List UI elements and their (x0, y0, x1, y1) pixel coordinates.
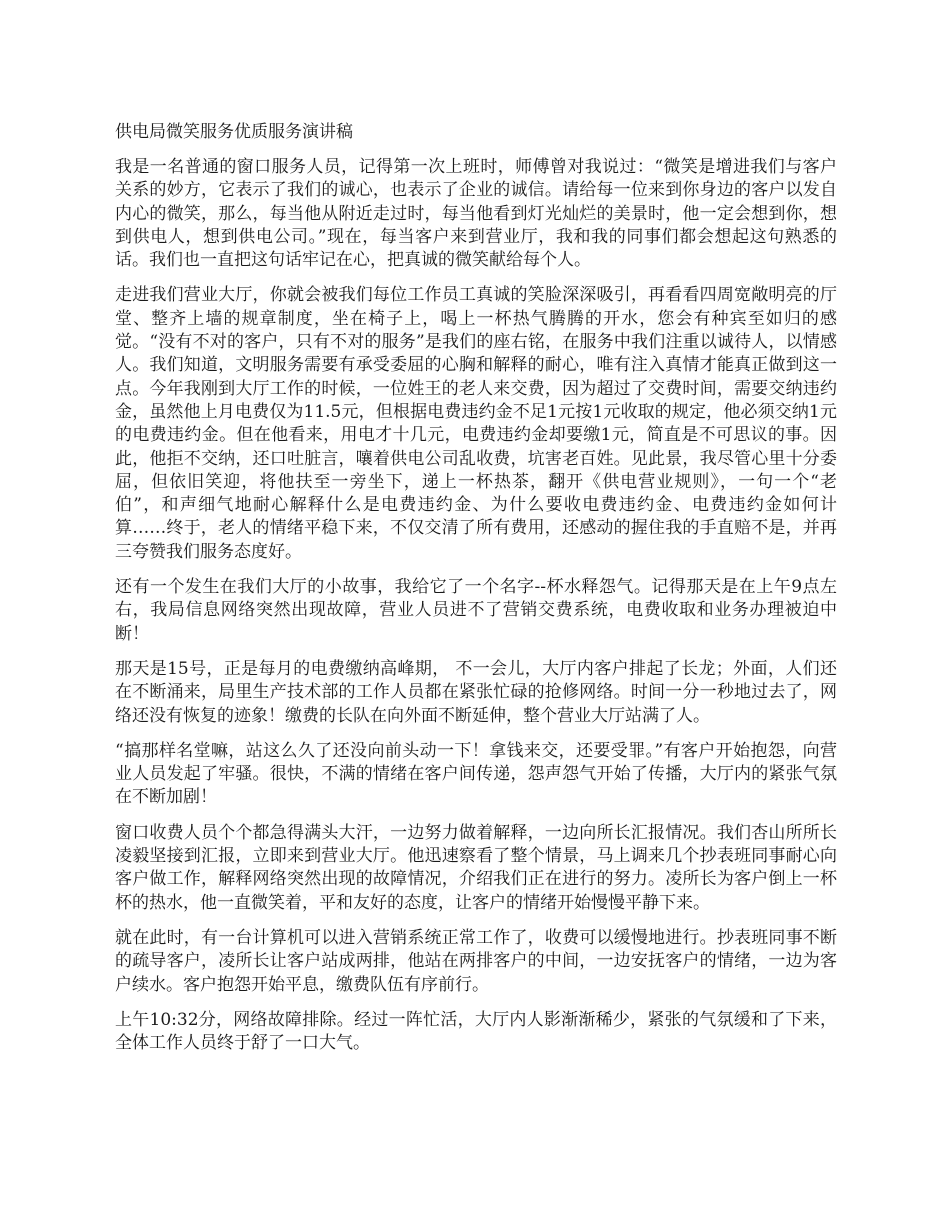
paragraph-8: 上午10:32分，网络故障排除。经过一阵忙活，大厅内人影渐渐稀少，紧张的气氛缓和了下来，全体工作人员终于舒了一口大气。 (115, 1009, 837, 1054)
paragraph-4: 那天是15号，正是每月的电费缴纳高峰期， 不一会儿，大厅内客户排起了长龙；外面，人们还在不断涌来，局里生产技术部的工作人员都在紧张忙碌的抢修网络。时间一分一秒地过去了，网络还没有恢复的迹象！缴费的长队在向外面不断延伸，整个营业大厅站满了人。 (115, 658, 837, 726)
paragraph-3: 还有一个发生在我们大厅的小故事，我给它了一个名字--杯水释怨气。记得那天是在上午9点左右，我局信息网络突然出现故障，营业人员进不了营销交费系统，电费收取和业务办理被迫中断！ (115, 577, 837, 644)
document-title: 供电局微笑服务优质服务演讲稿 (115, 122, 353, 142)
paragraph-1: 我是一名普通的窗口服务人员，记得第一次上班时，师傅曾对我说过：“微笑是增进我们与客户关系的妙方，它表示了我们的诚心，也表示了企业的诚信。请给每一位来到你身边的客户以发自内心的微笑，那么，每当他从附近走过时，每当他看到灯光灿烂的美景时，他一定会想到你，想到供电人，想到供电公司。”现在，每当客户来到营业厅，我和我的同事们都会想起这句熟悉的话。我们也一直把这句话牢记在心，把真诚的微笑献给每个人。 (115, 157, 837, 271)
paragraph-7: 就在此时，有一台计算机可以进入营销系统正常工作了，收费可以缓慢地进行。抄表班同事不断的疏导客户，凌所长让客户站成两排，他站在两排客户的中间，一边安抚客户的情绪，一边为客户续水。客户抱怨开始平息，缴费队伍有序前行。 (115, 927, 837, 995)
document-page (115, 120, 837, 1067)
paragraph-2: 走进我们营业大厅，你就会被我们每位工作员工真诚的笑脸深深吸引，再看看四周宽敞明亮的厅堂、整齐上墙的规章制度，坐在椅子上，喝上一杯热气腾腾的开水，您会有种宾至如归的感觉。“没有不对的客户，只有不对的服务”是我们的座右铭，在服务中我们注重以诚待人，以情感人。我们知道，文明服务需要有承受委屈的心胸和解释的耐心，唯有注入真情才能真正做到这一点。今年我刚到大厅工作的时候，一位姓王的老人来交费，因为超过了交费时间，需要交纳违约金，虽然他上月电费仅为11.5元，但根据电费违约金不足1元按1元收取的规定，他必须交纳1元的电费违约金。但在他看来，用电才十几元，电费违约金却要缴1元，简直是不可思议的事。因此，他拒不交纳，还口吐脏言，嚷着供电公司乱收费，坑害老百姓。见此景，我尽管心里十分委屈，但依旧笑迎，将他扶至一旁坐下，递上一杯热茶，翻开《供电营业规则》，一句一个“老伯”，和声细气地耐心解释什么是电费违约金、为什么要收电费违约金、电费违约金如何计算……终于，老人的情绪平稳下来，不仅交清了所有费用，还感动的握住我的手直赔不是，并再三夸赞我们服务态度好。 (115, 285, 837, 562)
paragraph-5: “搞那样名堂嘛，站这么久了还没向前头动一下！拿钱来交，还要受罪。”有客户开始抱怨，向营业人员发起了牢骚。很快，不满的情绪在客户间传递，怨声怨气开始了传播，大厅内的紧张气氛在不断加剧！ (115, 740, 837, 808)
paragraph-6: 窗口收费人员个个都急得满头大汗，一边努力做着解释，一边向所长汇报情况。我们杏山所所长凌毅坚接到汇报，立即来到营业大厅。他迅速察看了整个情景，马上调来几个抄表班同事耐心向客户做工作，解释网络突然出现的故障情况，介绍我们正在进行的努力。凌所长为客户倒上一杯杯的热水，他一直微笑着，平和友好的态度，让客户的情绪开始慢慢平静下来。 (115, 822, 837, 913)
